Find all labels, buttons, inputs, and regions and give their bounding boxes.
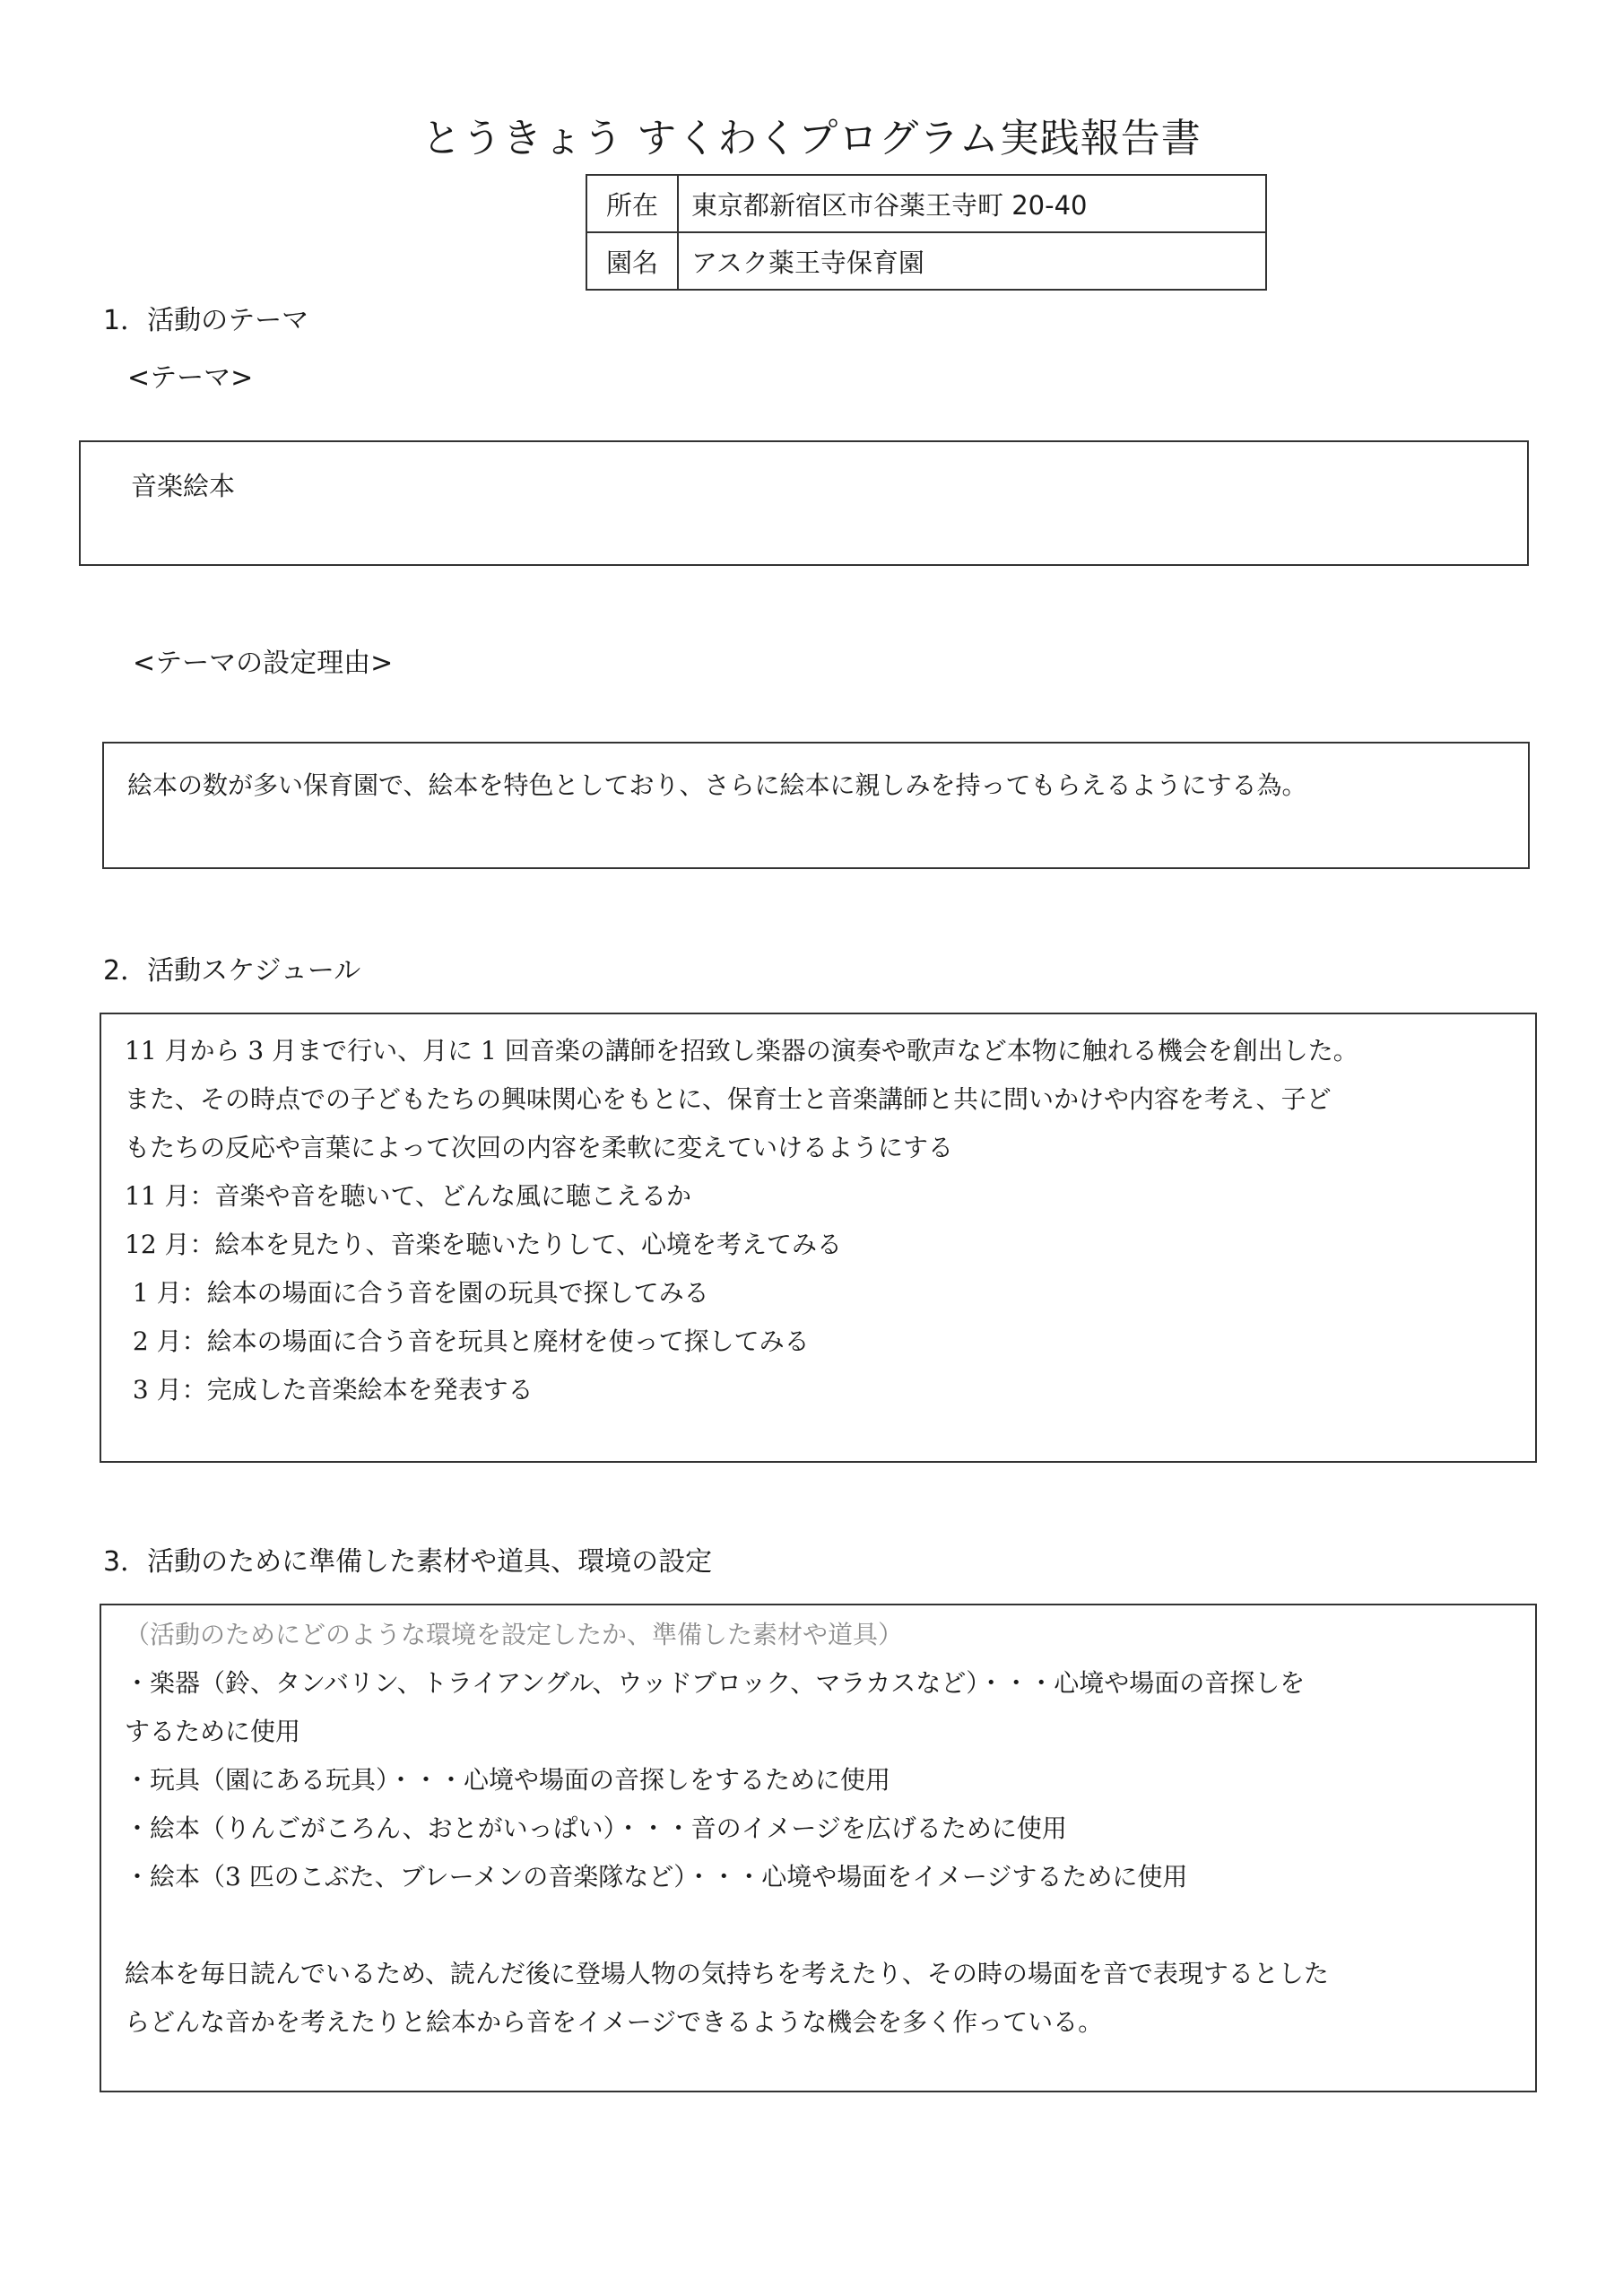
schedule-line: 2 月：絵本の場面に合う音を玩具と廃材を使って探してみる: [125, 1326, 810, 1356]
document-title: とうきょう すくわくプログラム実践報告書: [421, 116, 1202, 161]
materials-line: ・玩具（園にある玩具）・・・心境や場面の音探しをするために使用: [125, 1765, 891, 1795]
reason-label: <テーマの設定理由>: [133, 648, 394, 679]
materials-box: [100, 1604, 1537, 2092]
materials-line: 絵本を毎日読んでいるため、読んだ後に登場人物の気持ちを考えたり、その時の場面を音で表現するとした: [125, 1959, 1329, 1988]
materials-line: [125, 1901, 1535, 1950]
location-value: 東京都新宿区市谷薬王寺町 20-40: [678, 175, 1266, 232]
reason-text: 絵本の数が多い保育園で、絵本を特色としており、さらに絵本に親しみを持ってもらえるようにする為。: [127, 770, 1307, 800]
section2-heading: 2．活動スケジュール: [103, 955, 361, 987]
facility-name-row: [586, 232, 1266, 290]
schedule-line: また、その時点での子どもたちの興味関心をもとに、保育士と音楽講師と共に問いかけや内容を考え、子ど: [125, 1084, 1332, 1114]
location-row: [586, 175, 1266, 232]
schedule-line: 12 月：絵本を見たり、音楽を聴いたりして、心境を考えてみる: [125, 1230, 842, 1259]
schedule-box: [100, 1013, 1537, 1463]
materials-line: らどんな音かを考えたりと絵本から音をイメージできるような機会を多く作っている。: [125, 2007, 1104, 2037]
schedule-line: もたちの反応や言葉によって次回の内容を柔軟に変えていけるようにする: [125, 1133, 954, 1162]
materials-line: ・楽器（鈴、タンバリン、トライアングル、ウッドブロック、マラカスなど）・・・心境や場面の音探しを: [125, 1668, 1306, 1698]
location-label: 所在: [586, 175, 678, 232]
theme-text: 音楽絵本: [131, 471, 236, 501]
schedule-line: 3 月：完成した音楽絵本を発表する: [125, 1375, 534, 1405]
facility-info-table: [586, 174, 1267, 291]
facility-name-value: アスク薬王寺保育園: [678, 232, 1266, 290]
section3-heading: 3．活動のために準備した素材や道具、環境の設定: [103, 1546, 713, 1578]
materials-line: ・絵本（りんごがころん、おとがいっぱい）・・・音のイメージを広げるために使用: [125, 1813, 1067, 1843]
materials-note: （活動のためにどのような環境を設定したか、準備した素材や道具）: [125, 1620, 904, 1649]
theme-label: <テーマ>: [127, 362, 254, 394]
section1-heading: 1．活動のテーマ: [103, 305, 309, 336]
schedule-line: 11 月：音楽や音を聴いて、どんな風に聴こえるか: [125, 1181, 691, 1211]
schedule-line: 1 月：絵本の場面に合う音を園の玩具で探してみる: [125, 1278, 709, 1308]
materials-line: するために使用: [125, 1717, 301, 1746]
reason-box: [102, 742, 1530, 869]
schedule-line: 11 月から 3 月まで行い、月に 1 回音楽の講師を招致し楽器の演奏や歌声など本物に触れる機会を創出した。: [125, 1036, 1358, 1065]
materials-line: ・絵本（3 匹のこぶた、ブレーメンの音楽隊など）・・・心境や場面をイメージするために使用: [125, 1862, 1188, 1892]
theme-box: [79, 440, 1529, 566]
facility-name-label: 園名: [586, 232, 678, 290]
